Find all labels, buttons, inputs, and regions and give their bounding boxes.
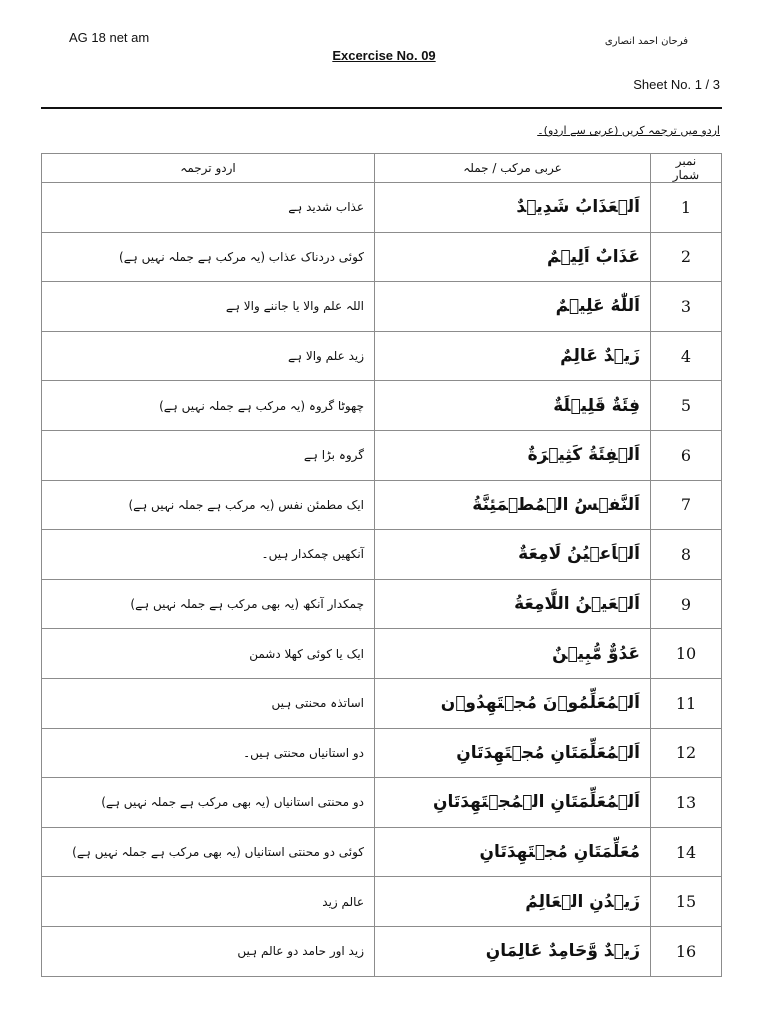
author-name: فرحان احمد انصاری xyxy=(604,36,688,47)
row-number: 13 xyxy=(651,778,722,828)
row-number: 3 xyxy=(651,282,722,332)
row-number: 8 xyxy=(651,530,722,580)
table-row xyxy=(42,877,722,927)
urdu-translation: دو استانیاں محنتی ہیں۔ xyxy=(42,728,375,778)
table-row xyxy=(42,430,722,480)
row-number: 2 xyxy=(651,232,722,282)
arabic-phrase: فِئَةٌ قَلِيۡلَةٌ xyxy=(375,381,651,431)
arabic-phrase: زَيۡدٌ عَالِمٌ xyxy=(375,331,651,381)
table-row xyxy=(42,579,722,629)
arabic-phrase: اَللّٰهُ عَلِيۡمٌ xyxy=(375,282,651,332)
arabic-phrase: اَلۡعَذَابُ شَدِيۡدٌ xyxy=(375,183,651,233)
urdu-translation: چمکدار آنکھ (یہ بھی مرکب ہے جملہ نہیں ہے) xyxy=(42,579,375,629)
table-row xyxy=(42,381,722,431)
header-note: AG 18 net am xyxy=(69,30,150,45)
arabic-phrase: اَلۡفِئَةُ كَثِيۡرَةٌ xyxy=(375,430,651,480)
row-number: 1 xyxy=(651,183,722,233)
row-number: 16 xyxy=(651,926,722,976)
urdu-translation: زید اور حامد دو عالم ہیں xyxy=(42,926,375,976)
arabic-phrase: عَذَابٌ اَلِيۡمٌ xyxy=(375,232,651,282)
table-row xyxy=(42,232,722,282)
urdu-translation: اللہ علم والا یا جاننے والا ہے xyxy=(42,282,375,332)
row-number: 6 xyxy=(651,430,722,480)
header-urdu: اردو ترجمہ xyxy=(42,154,375,183)
urdu-translation: چھوٹا گروہ (یہ مرکب ہے جملہ نہیں ہے) xyxy=(42,381,375,431)
table-row xyxy=(42,331,722,381)
row-number: 10 xyxy=(651,629,722,679)
exercise-title-text: Excercise No. 09 xyxy=(332,48,436,63)
urdu-translation: کوئی دو محنتی استانیاں (یہ بھی مرکب ہے جملہ نہیں ہے) xyxy=(42,827,375,877)
table-row xyxy=(42,778,722,828)
urdu-translation: اساتذہ محنتی ہیں xyxy=(42,678,375,728)
table-row xyxy=(42,629,722,679)
urdu-translation: دو محنتی استانیاں (یہ بھی مرکب ہے جملہ نہیں ہے) xyxy=(42,778,375,828)
urdu-translation: زید علم والا ہے xyxy=(42,331,375,381)
table-body xyxy=(42,183,722,977)
exercise-title xyxy=(0,48,768,63)
arabic-phrase: اَلۡاَعۡيُنُ لَامِعَةٌ xyxy=(375,530,651,580)
row-number: 7 xyxy=(651,480,722,530)
header-number: نمبر شمار xyxy=(651,154,722,183)
arabic-phrase: عَدُوٌّ مُّبِيۡنٌ xyxy=(375,629,651,679)
row-number: 14 xyxy=(651,827,722,877)
arabic-phrase: اَلۡمُعَلِّمَتَانِ مُجۡتَهِدَتَانِ xyxy=(375,728,651,778)
table-header-row xyxy=(42,154,722,183)
arabic-phrase: اَلۡمُعَلِّمَتَانِ الۡمُجۡتَهِدَتَانِ xyxy=(375,778,651,828)
arabic-phrase: زَيۡدٌ وَّحَامِدٌ عَالِمَانِ xyxy=(375,926,651,976)
row-number: 5 xyxy=(651,381,722,431)
arabic-phrase: زَيۡدُنِ الۡعَالِمُ xyxy=(375,877,651,927)
sheet-number: Sheet No. 1 / 3 xyxy=(633,77,720,92)
row-number: 12 xyxy=(651,728,722,778)
urdu-translation: گروہ بڑا ہے xyxy=(42,430,375,480)
urdu-translation: کوئی دردناک عذاب (یہ مرکب ہے جملہ نہیں ہے) xyxy=(42,232,375,282)
urdu-translation: عذاب شدید ہے xyxy=(42,183,375,233)
table-row xyxy=(42,530,722,580)
table-row xyxy=(42,480,722,530)
header-arabic: عربی مرکب / جملہ xyxy=(375,154,651,183)
instruction-text: اردو میں ترجمہ کریں (عربی سے اردو)۔ xyxy=(537,124,720,137)
urdu-translation: آنکھیں چمکدار ہیں۔ xyxy=(42,530,375,580)
arabic-phrase: مُعَلِّمَتَانِ مُجۡتَهِدَتَانِ xyxy=(375,827,651,877)
urdu-translation: عالم زید xyxy=(42,877,375,927)
row-number: 11 xyxy=(651,678,722,728)
arabic-phrase: اَلنَّفۡسُ الۡمُطۡمَئِنَّةُ xyxy=(375,480,651,530)
table-row xyxy=(42,678,722,728)
table-row xyxy=(42,183,722,233)
table-row xyxy=(42,728,722,778)
table-row xyxy=(42,827,722,877)
arabic-phrase: اَلۡعَيۡنُ اللَّامِعَةُ xyxy=(375,579,651,629)
row-number: 9 xyxy=(651,579,722,629)
urdu-translation: ایک یا کوئی کھلا دشمن xyxy=(42,629,375,679)
table-row xyxy=(42,926,722,976)
urdu-translation: ایک مطمئن نفس (یہ مرکب ہے جملہ نہیں ہے) xyxy=(42,480,375,530)
table-row xyxy=(42,282,722,332)
translation-table xyxy=(41,153,722,977)
row-number: 15 xyxy=(651,877,722,927)
row-number: 4 xyxy=(651,331,722,381)
header-divider xyxy=(41,107,722,109)
arabic-phrase: اَلۡمُعَلِّمُوۡنَ مُجۡتَهِدُوۡن xyxy=(375,678,651,728)
